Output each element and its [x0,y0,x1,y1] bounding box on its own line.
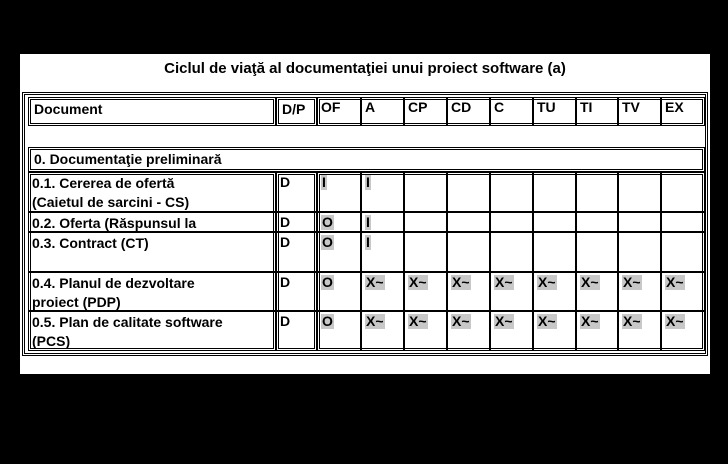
row-dp [276,212,317,232]
header-document [28,97,276,126]
phase-mark: I [366,174,370,190]
row-dp [276,272,317,311]
row-phase-cell [618,172,661,212]
row-phase-cell [533,212,576,232]
row-dp [276,172,317,212]
row-document-name [28,212,276,232]
row-phase-cell [576,172,618,212]
header-phase-tu [533,97,576,126]
phase-mark: X~ [538,313,556,329]
row-phase-cell [618,272,661,311]
header-phase-ex [661,97,705,126]
row-document-name [28,232,276,272]
row-phase-cell [661,172,705,212]
header-phase-label: TV [622,99,640,115]
phase-mark: X~ [623,313,641,329]
section-label: 0. Documentaţie preliminară [34,151,222,167]
row-phase-cell [361,272,404,311]
header-phase-of [317,97,361,126]
row-dp-value: D [280,313,291,329]
row-dp-value: D [280,274,291,290]
row-dp [276,311,317,351]
row-document-line: 0.5. Plan de calitate software [32,314,223,330]
row-phase-cell [533,311,576,351]
row-phase-cell [533,172,576,212]
row-phase-cell [317,172,361,212]
row-phase-cell [317,212,361,232]
row-document-line: 0.3. Contract (CT) [32,235,149,251]
row-phase-cell [361,212,404,232]
phase-mark: X~ [452,274,470,290]
row-phase-cell [576,232,618,272]
row-phase-cell [661,272,705,311]
row-document-name [28,172,276,212]
row-document-line: (Caietul de sarcini - CS) [32,194,190,210]
section-row [28,147,705,172]
row-phase-cell [404,232,447,272]
row-document-line: (PCS) [32,333,71,349]
phase-mark: X~ [366,274,384,290]
row-dp-value: D [280,234,291,250]
row-phase-cell [618,311,661,351]
row-phase-cell [490,172,533,212]
row-phase-cell [447,272,490,311]
row-phase-cell [618,232,661,272]
header-phase-label: CD [451,99,472,115]
header-phase-label: EX [665,99,684,115]
row-phase-cell [447,232,490,272]
header-phase-label: C [494,99,505,115]
header-phase-ti [576,97,618,126]
row-phase-cell [317,232,361,272]
row-phase-cell [576,272,618,311]
row-phase-cell [576,311,618,351]
row-phase-cell [533,272,576,311]
header-phase-label: A [365,99,376,115]
row-phase-cell [317,311,361,351]
header-phase-cd [447,97,490,126]
header-phase-cp [404,97,447,126]
row-phase-cell [576,212,618,232]
row-dp-value: D [280,214,291,230]
row-phase-cell [447,311,490,351]
row-phase-cell [533,232,576,272]
phase-mark: X~ [666,313,684,329]
phase-mark: O [322,313,333,329]
row-phase-cell [404,311,447,351]
row-phase-cell [661,311,705,351]
row-phase-cell [361,172,404,212]
row-phase-cell [490,311,533,351]
table-title: Ciclul de viaţă al documentaţiei unui proiect software (a) [164,60,566,77]
phase-mark: I [366,234,370,250]
header-phase-c [490,97,533,126]
row-phase-cell [490,212,533,232]
row-phase-cell [447,212,490,232]
phase-mark: X~ [581,274,599,290]
row-document-name [28,272,276,311]
phase-mark: O [322,234,333,250]
row-phase-cell [361,232,404,272]
row-document-line: 0.1. Cererea de ofertă [32,175,175,191]
phase-mark: X~ [623,274,641,290]
row-phase-cell [447,172,490,212]
phase-mark: X~ [495,274,513,290]
header-phase-label: OF [321,99,341,115]
header-phase-label: CP [408,99,428,115]
document-page [20,54,710,374]
row-document-line: proiect (PDP) [32,294,121,310]
phase-mark: X~ [366,313,384,329]
phase-mark: X~ [495,313,513,329]
row-phase-cell [404,212,447,232]
row-phase-cell [317,272,361,311]
row-phase-cell [404,172,447,212]
phase-mark: O [322,274,333,290]
row-document-line: 0.4. Planul de dezvoltare [32,275,195,291]
row-dp-value: D [280,174,291,190]
header-phase-tv [618,97,661,126]
row-phase-cell [490,272,533,311]
header-dp [276,97,317,126]
phase-mark: I [322,174,326,190]
header-document-label: Document [34,101,103,117]
header-phase-label: TI [580,99,593,115]
phase-mark: X~ [452,313,470,329]
header-dp-label: D/P [282,101,306,117]
phase-mark: X~ [581,313,599,329]
phase-mark: X~ [409,274,427,290]
row-document-line: 0.2. Oferta (Răspunsul la [32,215,197,231]
phase-mark: O [322,214,333,230]
row-document-name [28,311,276,351]
row-phase-cell [404,272,447,311]
header-phase-label: TU [537,99,556,115]
row-phase-cell [661,212,705,232]
row-phase-cell [490,232,533,272]
phase-mark: I [366,214,370,230]
row-phase-cell [618,212,661,232]
phase-mark: X~ [409,313,427,329]
row-dp [276,232,317,272]
row-phase-cell [361,311,404,351]
row-phase-cell [661,232,705,272]
header-phase-a [361,97,404,126]
phase-mark: X~ [666,274,684,290]
phase-mark: X~ [538,274,556,290]
